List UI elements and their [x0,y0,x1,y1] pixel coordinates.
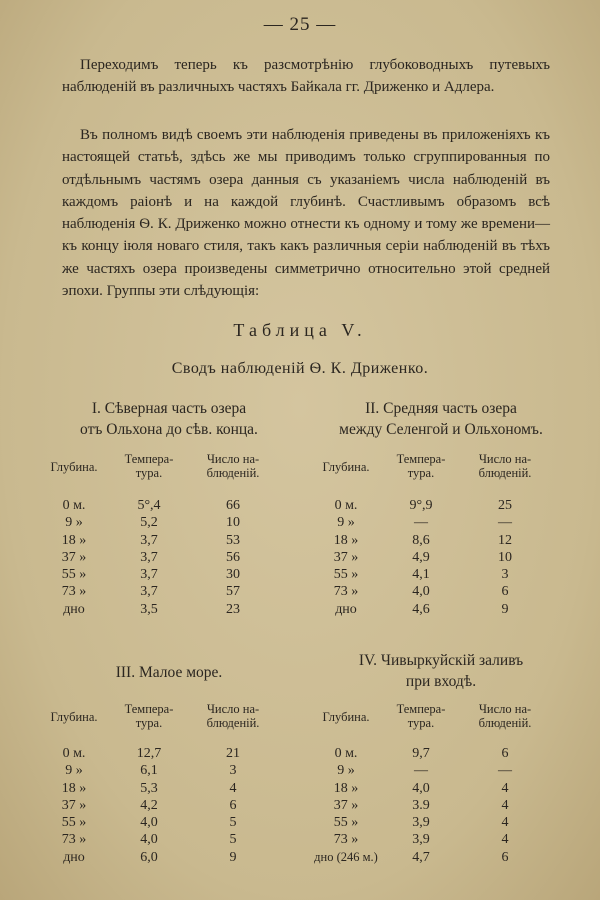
cell-temperature: 4,6 [412,601,430,617]
table-row [44,850,294,867]
cell-temperature: 4,0 [140,832,158,848]
cell-depth: 9 » [65,515,83,531]
column-headers [316,702,566,736]
cell-count: 4 [501,832,509,848]
section-title [44,662,294,702]
section-title [316,650,566,702]
cell-depth: 73 » [333,584,359,600]
table-row [44,763,294,780]
section-title-line: II. Средняя часть озера [365,400,517,417]
cell-depth: 0 м. [334,498,358,513]
section-title-line: между Селенгой и Ольхономъ. [339,421,543,438]
cell-count: 56 [226,549,240,565]
cell-depth: 18 » [333,532,359,548]
cell-depth: 73 » [61,584,87,600]
cell-depth: 9 » [65,763,83,779]
header-temperature: Темпера- тура. [396,702,446,730]
cell-count: 3 [229,763,237,779]
table-row [316,567,566,584]
cell-depth: 0 м. [62,498,86,513]
cell-count: 57 [226,584,240,600]
header-count: Число на- блюденій. [478,702,532,730]
cell-count: 5 [229,815,237,831]
paragraph-1: Переходимъ теперь къ разсмотрѣнію глубоководныхъ путевыхъ наблюденій въ различныхъ частяхъ Байкала гг. Дриженко и Адлера. [62,57,550,96]
cell-temperature: — [414,515,428,531]
cell-count: 21 [226,746,240,761]
cell-count: 4 [501,815,509,831]
section-title-line: III. Малое море. [115,664,223,681]
cell-count: 12 [498,532,512,548]
cell-temperature: 6,1 [140,763,158,779]
cell-count: 25 [498,498,512,513]
table-row [316,515,566,532]
cell-temperature: 12,7 [136,746,162,761]
table-row [316,781,566,798]
cell-count: 9 [501,601,509,617]
cell-temperature: 4,0 [412,584,430,600]
section-title-line: IV. Чивыркуйскій заливъ [358,652,524,669]
cell-count: 4 [501,780,509,796]
section-title [44,398,294,452]
table-row [316,763,566,780]
table-row [44,550,294,567]
column-headers [316,452,566,486]
cell-temperature: 5,2 [140,515,158,531]
table-row [44,602,294,619]
cell-temperature: 9°,9 [409,498,433,513]
cell-temperature: 4,2 [140,797,158,813]
cell-depth: дно [63,849,85,865]
header-depth: Глубина. [50,460,98,474]
header-temperature: Темпера- тура. [396,452,446,480]
table-row [316,850,566,867]
cell-temperature: 3,9 [412,815,430,831]
table-row [44,515,294,532]
table-row [316,584,566,601]
cell-depth: 55 » [61,567,87,583]
cell-temperature: 6,0 [140,849,158,865]
paragraph-2: Въ полномъ видѣ своемъ эти наблюденія приведены въ приложеніяхъ къ настоящей статьѣ, здѣсь же мы приводимъ только сгруппированныя по отдѣльнымъ частямъ озера данныя съ указаніемъ числа наблюденій въ каждомъ раіонѣ и на каждой глубинѣ. Счастливымъ образомъ всѣ наблюденія Ѳ. К. Дриженко можно отнести къ одному и тому же времени—къ концу іюля новаго стиля, такъ какъ различныя серіи наблюденій въ тѣхъ же частяхъ озера произведены симметрично относительно этой средней эпохи. Группы эти слѣдующія: [62,127,550,300]
cell-temperature: 3,7 [140,584,158,600]
table-row [316,815,566,832]
section-chivyrkuy [316,650,566,867]
table-row [44,533,294,550]
table-row [44,815,294,832]
cell-depth: 55 » [61,815,87,831]
header-count: Число на- блюденій. [478,452,532,480]
section-title-line: I. Сѣверная часть озера [91,400,247,417]
cell-depth: 18 » [61,780,87,796]
section-title-line: при входѣ. [405,673,477,690]
cell-temperature: 3,9 [412,832,430,848]
table-row [44,832,294,849]
cell-temperature: 3,7 [140,549,158,565]
cell-count: 53 [226,532,240,548]
cell-temperature: 4,7 [412,849,430,865]
cell-count: — [498,763,512,779]
column-headers [44,702,294,736]
table-subtitle: Сводъ наблюденій Ѳ. К. Дриженко. [171,360,429,377]
cell-temperature: 8,6 [412,532,430,548]
cell-count: 30 [226,567,240,583]
cell-temperature: — [414,763,428,779]
cell-depth: 55 » [333,815,359,831]
header-depth: Глубина. [322,460,370,474]
cell-count: 3 [501,567,509,583]
header-count: Число на- блюденій. [206,702,260,730]
cell-depth: 37 » [333,797,359,813]
cell-temperature: 3,5 [140,601,158,617]
cell-temperature: 4,9 [412,549,430,565]
cell-depth: 37 » [61,549,87,565]
table-rows [44,746,294,867]
cell-count: 6 [501,584,509,600]
table-row [316,498,566,515]
cell-depth: 18 » [333,780,359,796]
header-temperature: Темпера- тура. [124,452,174,480]
table-row [44,498,294,515]
table-row [44,781,294,798]
table-row [316,832,566,849]
cell-count: 6 [501,849,509,865]
section-small-sea [44,662,294,867]
table-title: Таблица V. [233,320,367,340]
cell-depth: 37 » [61,797,87,813]
cell-temperature: 9,7 [412,746,430,761]
header-depth: Глубина. [322,710,370,724]
cell-count: 6 [501,746,509,761]
cell-depth: 73 » [333,832,359,848]
header-temperature: Темпера- тура. [124,702,174,730]
table-row [44,798,294,815]
cell-count: 66 [226,498,240,513]
cell-depth: дно [63,601,85,617]
cell-temperature: 5°,4 [137,498,161,513]
header-count: Число на- блюденій. [206,452,260,480]
cell-temperature: 5,3 [140,780,158,796]
cell-depth: 18 » [61,532,87,548]
cell-count: 23 [226,601,240,617]
column-headers [44,452,294,486]
cell-count: — [498,515,512,531]
cell-depth: 9 » [337,763,355,779]
header-depth: Глубина. [50,710,98,724]
cell-temperature: 3.9 [412,797,430,813]
cell-count: 5 [229,832,237,848]
page-number: — 25 — [263,14,337,35]
cell-temperature: 3,7 [140,532,158,548]
table-rows [316,498,566,619]
cell-depth: 37 » [333,549,359,565]
cell-count: 6 [229,797,237,813]
table-rows [44,498,294,619]
cell-count: 4 [501,797,509,813]
cell-depth: 73 » [61,832,87,848]
section-north [44,398,294,619]
section-title [316,398,566,452]
table-row [44,567,294,584]
cell-depth: дно [335,601,357,617]
cell-depth: 55 » [333,567,359,583]
cell-temperature: 4,1 [412,567,430,583]
section-middle [316,398,566,619]
cell-count: 10 [498,549,512,565]
table-row [316,533,566,550]
section-title-line: отъ Ольхона до сѣв. конца. [80,421,258,438]
cell-depth: 9 » [337,515,355,531]
table-row [316,798,566,815]
cell-count: 9 [229,849,237,865]
cell-depth: 0 м. [334,746,358,761]
table-row [44,746,294,763]
cell-count: 4 [229,780,237,796]
table-row [316,550,566,567]
cell-temperature: 4,0 [140,815,158,831]
table-row [316,602,566,619]
table-row [44,584,294,601]
cell-count: 10 [226,515,240,531]
cell-temperature: 4,0 [412,780,430,796]
table-rows [316,746,566,867]
cell-depth: 0 м. [62,746,86,761]
cell-depth: дно (246 м.) [314,849,378,864]
table-row [316,746,566,763]
cell-temperature: 3,7 [140,567,158,583]
